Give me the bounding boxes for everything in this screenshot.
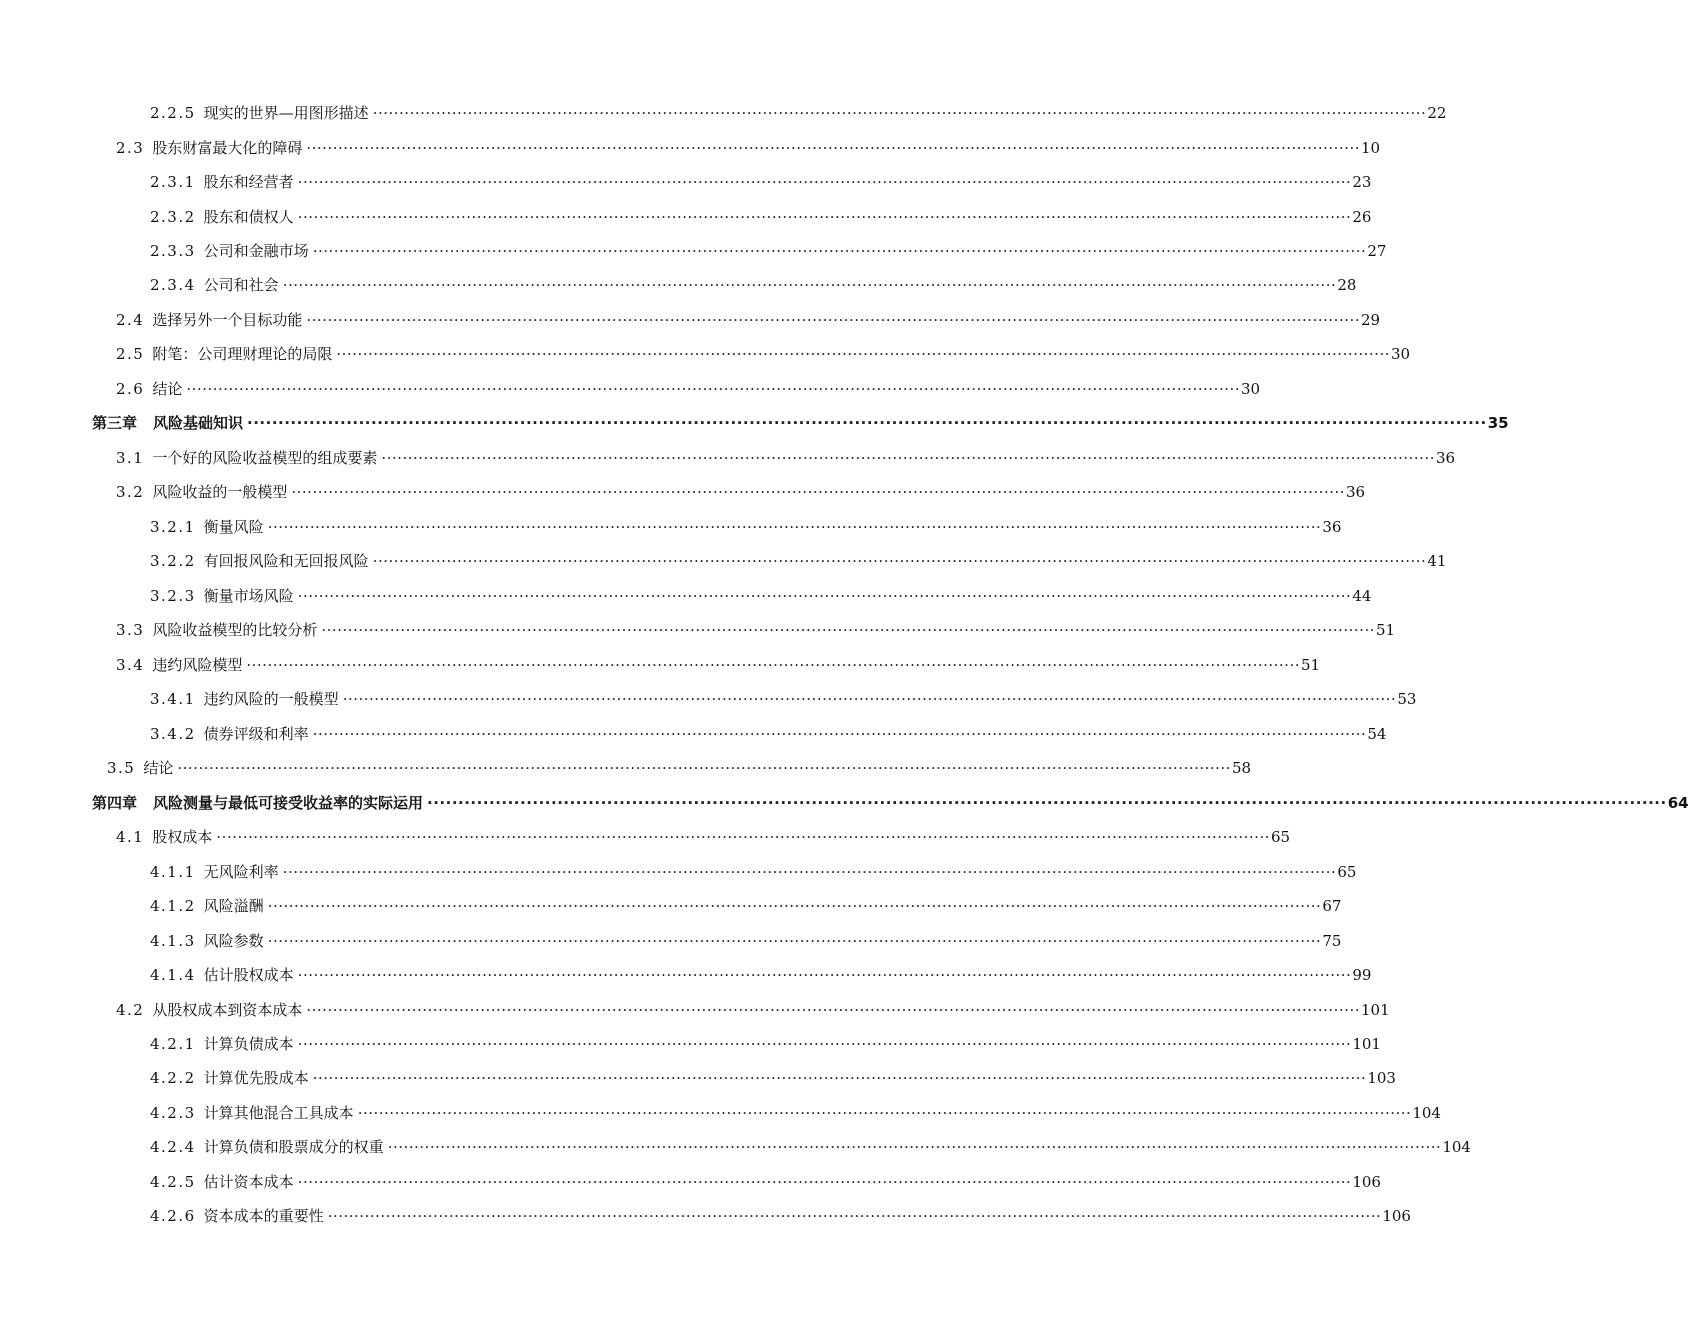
toc-entry-number: 3.3: [116, 621, 145, 639]
toc-entry-title: 附笔：公司理财理论的局限: [152, 345, 333, 363]
toc-entry[interactable]: [116, 825, 1291, 849]
toc-entry-number: 4.2.3: [150, 1104, 196, 1122]
toc-entry-title: 选择另外一个目标功能: [152, 311, 303, 329]
toc-entry-title: 估计股权成本: [203, 966, 294, 984]
toc-entry-page-number: 27: [1367, 242, 1387, 260]
toc-entry-page-number: 41: [1427, 552, 1447, 570]
toc-entry-page-number: 106: [1382, 1207, 1411, 1225]
toc-entry[interactable]: [150, 860, 1357, 884]
toc-entry-page-number: 106: [1352, 1173, 1381, 1191]
toc-entry-number: 4.1.4: [150, 966, 196, 984]
toc-entry-number: 3.2: [116, 483, 145, 501]
toc-leader-dots: ········································································································································································································: [267, 518, 1322, 536]
toc-leader-dots: ········································································································································································································: [297, 208, 1352, 226]
toc-entry-page-number: 26: [1352, 208, 1372, 226]
toc-leader-dots: ········································································································································································································: [267, 897, 1322, 915]
toc-entry-page-number: 67: [1322, 897, 1342, 915]
toc-entry-number: 2.6: [116, 380, 145, 398]
toc-entry-number: 3.4: [116, 656, 145, 674]
toc-entry[interactable]: [116, 480, 1366, 504]
toc-entry[interactable]: [150, 687, 1417, 711]
toc-leader-dots: ········································································································································································································: [282, 276, 1337, 294]
toc-entry-page-number: 65: [1337, 863, 1357, 881]
toc-entry-page-number: 51: [1376, 621, 1396, 639]
toc-entry-title: 违约风险模型: [152, 656, 243, 674]
toc-entry[interactable]: [150, 584, 1372, 608]
toc-leader-dots: ········································································································································································································: [321, 621, 1375, 639]
toc-entry-page-number: 36: [1346, 483, 1366, 501]
toc-leader-dots: ········································································································································································································: [246, 656, 1300, 674]
toc-entry-page-number: 64: [1667, 794, 1689, 812]
toc-leader-dots: ········································································································································································································: [297, 1173, 1352, 1191]
toc-entry-number: 4.2.6: [150, 1207, 196, 1225]
toc-entry-title: 股东财富最大化的障碍: [152, 139, 303, 157]
toc-entry-number: 4.1: [116, 828, 145, 846]
toc-leader-dots: ········································································································································································································: [336, 345, 1390, 363]
toc-entry-title: 风险溢酬: [203, 897, 264, 915]
toc-entry-page-number: 35: [1487, 414, 1509, 432]
toc-entry-title: 风险收益模型的比较分析: [152, 621, 318, 639]
toc-entry-title: 计算优先股成本: [203, 1069, 309, 1087]
toc-entry[interactable]: [150, 963, 1372, 987]
toc-entry-page-number: 29: [1361, 311, 1381, 329]
toc-entry-title: 债券评级和利率: [203, 725, 309, 743]
toc-entry-title: 结论: [152, 380, 183, 398]
toc-entry-title: 资本成本的重要性: [203, 1207, 324, 1225]
toc-entry-number: 3.4.2: [150, 725, 196, 743]
toc-entry-number: 4.2.4: [150, 1138, 196, 1156]
toc-entry-page-number: 101: [1361, 1001, 1390, 1019]
toc-leader-dots: ········································································································································································································: [306, 1001, 1360, 1019]
toc-leader-dots: ········································································································································································································: [381, 449, 1435, 467]
toc-entry[interactable]: [116, 618, 1396, 642]
toc-entry-title: 有回报风险和无回报风险: [203, 552, 369, 570]
toc-entry[interactable]: [150, 929, 1342, 953]
toc-entry-title: 无风险利率: [203, 863, 279, 881]
toc-entry-number: 4.1.2: [150, 897, 196, 915]
toc-leader-dots: ········································································································································································································: [427, 794, 1667, 812]
toc-entry-page-number: 23: [1352, 173, 1372, 191]
toc-leader-dots: ········································································································································································································: [312, 242, 1367, 260]
toc-entry[interactable]: [116, 653, 1321, 677]
toc-leader-dots: ········································································································································································································: [177, 759, 1231, 777]
toc-leader-dots: ········································································································································································································: [267, 932, 1322, 950]
toc-entry[interactable]: [116, 136, 1381, 160]
toc-entry[interactable]: [107, 756, 1252, 780]
toc-entry-page-number: 103: [1367, 1069, 1396, 1087]
toc-leader-dots: ········································································································································································································: [216, 828, 1270, 846]
toc-leader-dots: ········································································································································································································: [312, 1069, 1367, 1087]
toc-entry-number: 第四章: [92, 794, 138, 812]
toc-leader-dots: ········································································································································································································: [306, 311, 1360, 329]
toc-entry[interactable]: [150, 1204, 1411, 1228]
toc-entry-title: 股东和经营者: [203, 173, 294, 191]
toc-entry-title: 风险收益的一般模型: [152, 483, 288, 501]
toc-entry-page-number: 101: [1352, 1035, 1381, 1053]
toc-entry-page-number: 36: [1322, 518, 1342, 536]
toc-entry-title: 违约风险的一般模型: [203, 690, 339, 708]
toc-entry-page-number: 44: [1352, 587, 1372, 605]
toc-entry-number: 4.2.2: [150, 1069, 196, 1087]
toc-entry-page-number: 30: [1391, 345, 1411, 363]
toc-leader-dots: ········································································································································································································: [297, 966, 1352, 984]
toc-entry-title: 计算负债和股票成分的权重: [203, 1138, 384, 1156]
toc-entry-number: 2.4: [116, 311, 145, 329]
toc-chapter-entry[interactable]: [92, 791, 1689, 815]
toc-entry-number: 第三章: [92, 414, 138, 432]
toc-entry-page-number: 104: [1412, 1104, 1441, 1122]
toc-entry[interactable]: [150, 1170, 1381, 1194]
toc-leader-dots: ········································································································································································································: [342, 690, 1397, 708]
toc-leader-dots: ········································································································································································································: [312, 725, 1367, 743]
toc-entry-title: 结论: [143, 759, 174, 777]
toc-entry[interactable]: [150, 1135, 1471, 1159]
toc-entry[interactable]: [150, 515, 1342, 539]
toc-entry-number: 3.5: [107, 759, 136, 777]
toc-entry-number: 3.4.1: [150, 690, 196, 708]
toc-entry[interactable]: [150, 722, 1387, 746]
toc-entry-page-number: 65: [1271, 828, 1291, 846]
toc-entry[interactable]: [116, 998, 1390, 1022]
toc-entry-number: 3.1: [116, 449, 145, 467]
toc-entry[interactable]: [150, 170, 1372, 194]
toc-leader-dots: ········································································································································································································: [186, 380, 1240, 398]
toc-leader-dots: ········································································································································································································: [291, 483, 1345, 501]
toc-leader-dots: ········································································································································································································: [297, 173, 1352, 191]
toc-entry-title: 现实的世界—用图形描述: [203, 104, 369, 122]
toc-entry-title: 公司和社会: [203, 276, 279, 294]
toc-entry-number: 3.2.2: [150, 552, 196, 570]
toc-entry-page-number: 104: [1442, 1138, 1471, 1156]
toc-entry-number: 4.2.5: [150, 1173, 196, 1191]
toc-entry-page-number: 51: [1301, 656, 1321, 674]
toc-entry-title: 股东和债权人: [203, 208, 294, 226]
toc-leader-dots: ········································································································································································································: [357, 1104, 1412, 1122]
toc-entry[interactable]: [116, 342, 1411, 366]
toc-entry[interactable]: [150, 101, 1447, 125]
toc-entry-number: 2.3.2: [150, 208, 196, 226]
toc-entry-title: 一个好的风险收益模型的组成要素: [152, 449, 378, 467]
toc-entry-title: 估计资本成本: [203, 1173, 294, 1191]
toc-leader-dots: ········································································································································································································: [297, 1035, 1352, 1053]
toc-entry-page-number: 58: [1232, 759, 1252, 777]
toc-entry-number: 4.1.1: [150, 863, 196, 881]
toc-entry-number: 4.2.1: [150, 1035, 196, 1053]
toc-entry-number: 3.2.1: [150, 518, 196, 536]
toc-entry-title: 计算其他混合工具成本: [203, 1104, 354, 1122]
toc-leader-dots: ········································································································································································································: [282, 863, 1337, 881]
toc-entry-number: 2.3.4: [150, 276, 196, 294]
toc-entry-page-number: 36: [1436, 449, 1456, 467]
toc-entry-number: 2.3.1: [150, 173, 196, 191]
toc-entry-number: 3.2.3: [150, 587, 196, 605]
toc-entry[interactable]: [150, 1032, 1381, 1056]
toc-leader-dots: ········································································································································································································: [387, 1138, 1442, 1156]
toc-entry[interactable]: [150, 205, 1372, 229]
toc-entry-page-number: 30: [1241, 380, 1261, 398]
toc-entry-title: 风险参数: [203, 932, 264, 950]
toc-entry-title: 计算负债成本: [203, 1035, 294, 1053]
toc-entry-title: 公司和金融市场: [203, 242, 309, 260]
toc-entry-title: 衡量风险: [203, 518, 264, 536]
toc-entry-page-number: 28: [1337, 276, 1357, 294]
toc-entry-page-number: 53: [1397, 690, 1417, 708]
toc-leader-dots: ········································································································································································································: [247, 414, 1487, 432]
toc-entry-title: 衡量市场风险: [203, 587, 294, 605]
toc-entry-page-number: 54: [1367, 725, 1387, 743]
toc-entry[interactable]: [150, 273, 1357, 297]
toc-entry-title: 风险基础知识: [153, 414, 244, 432]
toc-entry-number: 2.2.5: [150, 104, 196, 122]
toc-entry-page-number: 99: [1352, 966, 1372, 984]
toc-chapter-entry[interactable]: [92, 411, 1509, 435]
toc-entry[interactable]: [150, 894, 1342, 918]
toc-entry[interactable]: [116, 308, 1381, 332]
toc-leader-dots: ········································································································································································································: [372, 552, 1427, 570]
toc-entry[interactable]: [150, 549, 1447, 573]
toc-entry[interactable]: [150, 1066, 1396, 1090]
toc-entry[interactable]: [116, 446, 1456, 470]
toc-entry-page-number: 75: [1322, 932, 1342, 950]
toc-entry-page-number: 10: [1361, 139, 1381, 157]
toc-entry[interactable]: [116, 377, 1261, 401]
toc-leader-dots: ········································································································································································································: [327, 1207, 1382, 1225]
toc-entry[interactable]: [150, 1101, 1441, 1125]
toc-entry-title: 从股权成本到资本成本: [152, 1001, 303, 1019]
toc-entry-page-number: 22: [1427, 104, 1447, 122]
toc-entry-number: 2.3: [116, 139, 145, 157]
toc-entry-title: 股权成本: [152, 828, 213, 846]
toc-entry-number: 4.1.3: [150, 932, 196, 950]
toc-leader-dots: ········································································································································································································: [372, 104, 1427, 122]
toc-leader-dots: ········································································································································································································: [297, 587, 1352, 605]
toc-entry-number: 4.2: [116, 1001, 145, 1019]
toc-entry[interactable]: [150, 239, 1387, 263]
toc-entry-title: 风险测量与最低可接受收益率的实际运用: [153, 794, 424, 812]
toc-leader-dots: ········································································································································································································: [306, 139, 1360, 157]
toc-entry-number: 2.5: [116, 345, 145, 363]
toc-entry-number: 2.3.3: [150, 242, 196, 260]
